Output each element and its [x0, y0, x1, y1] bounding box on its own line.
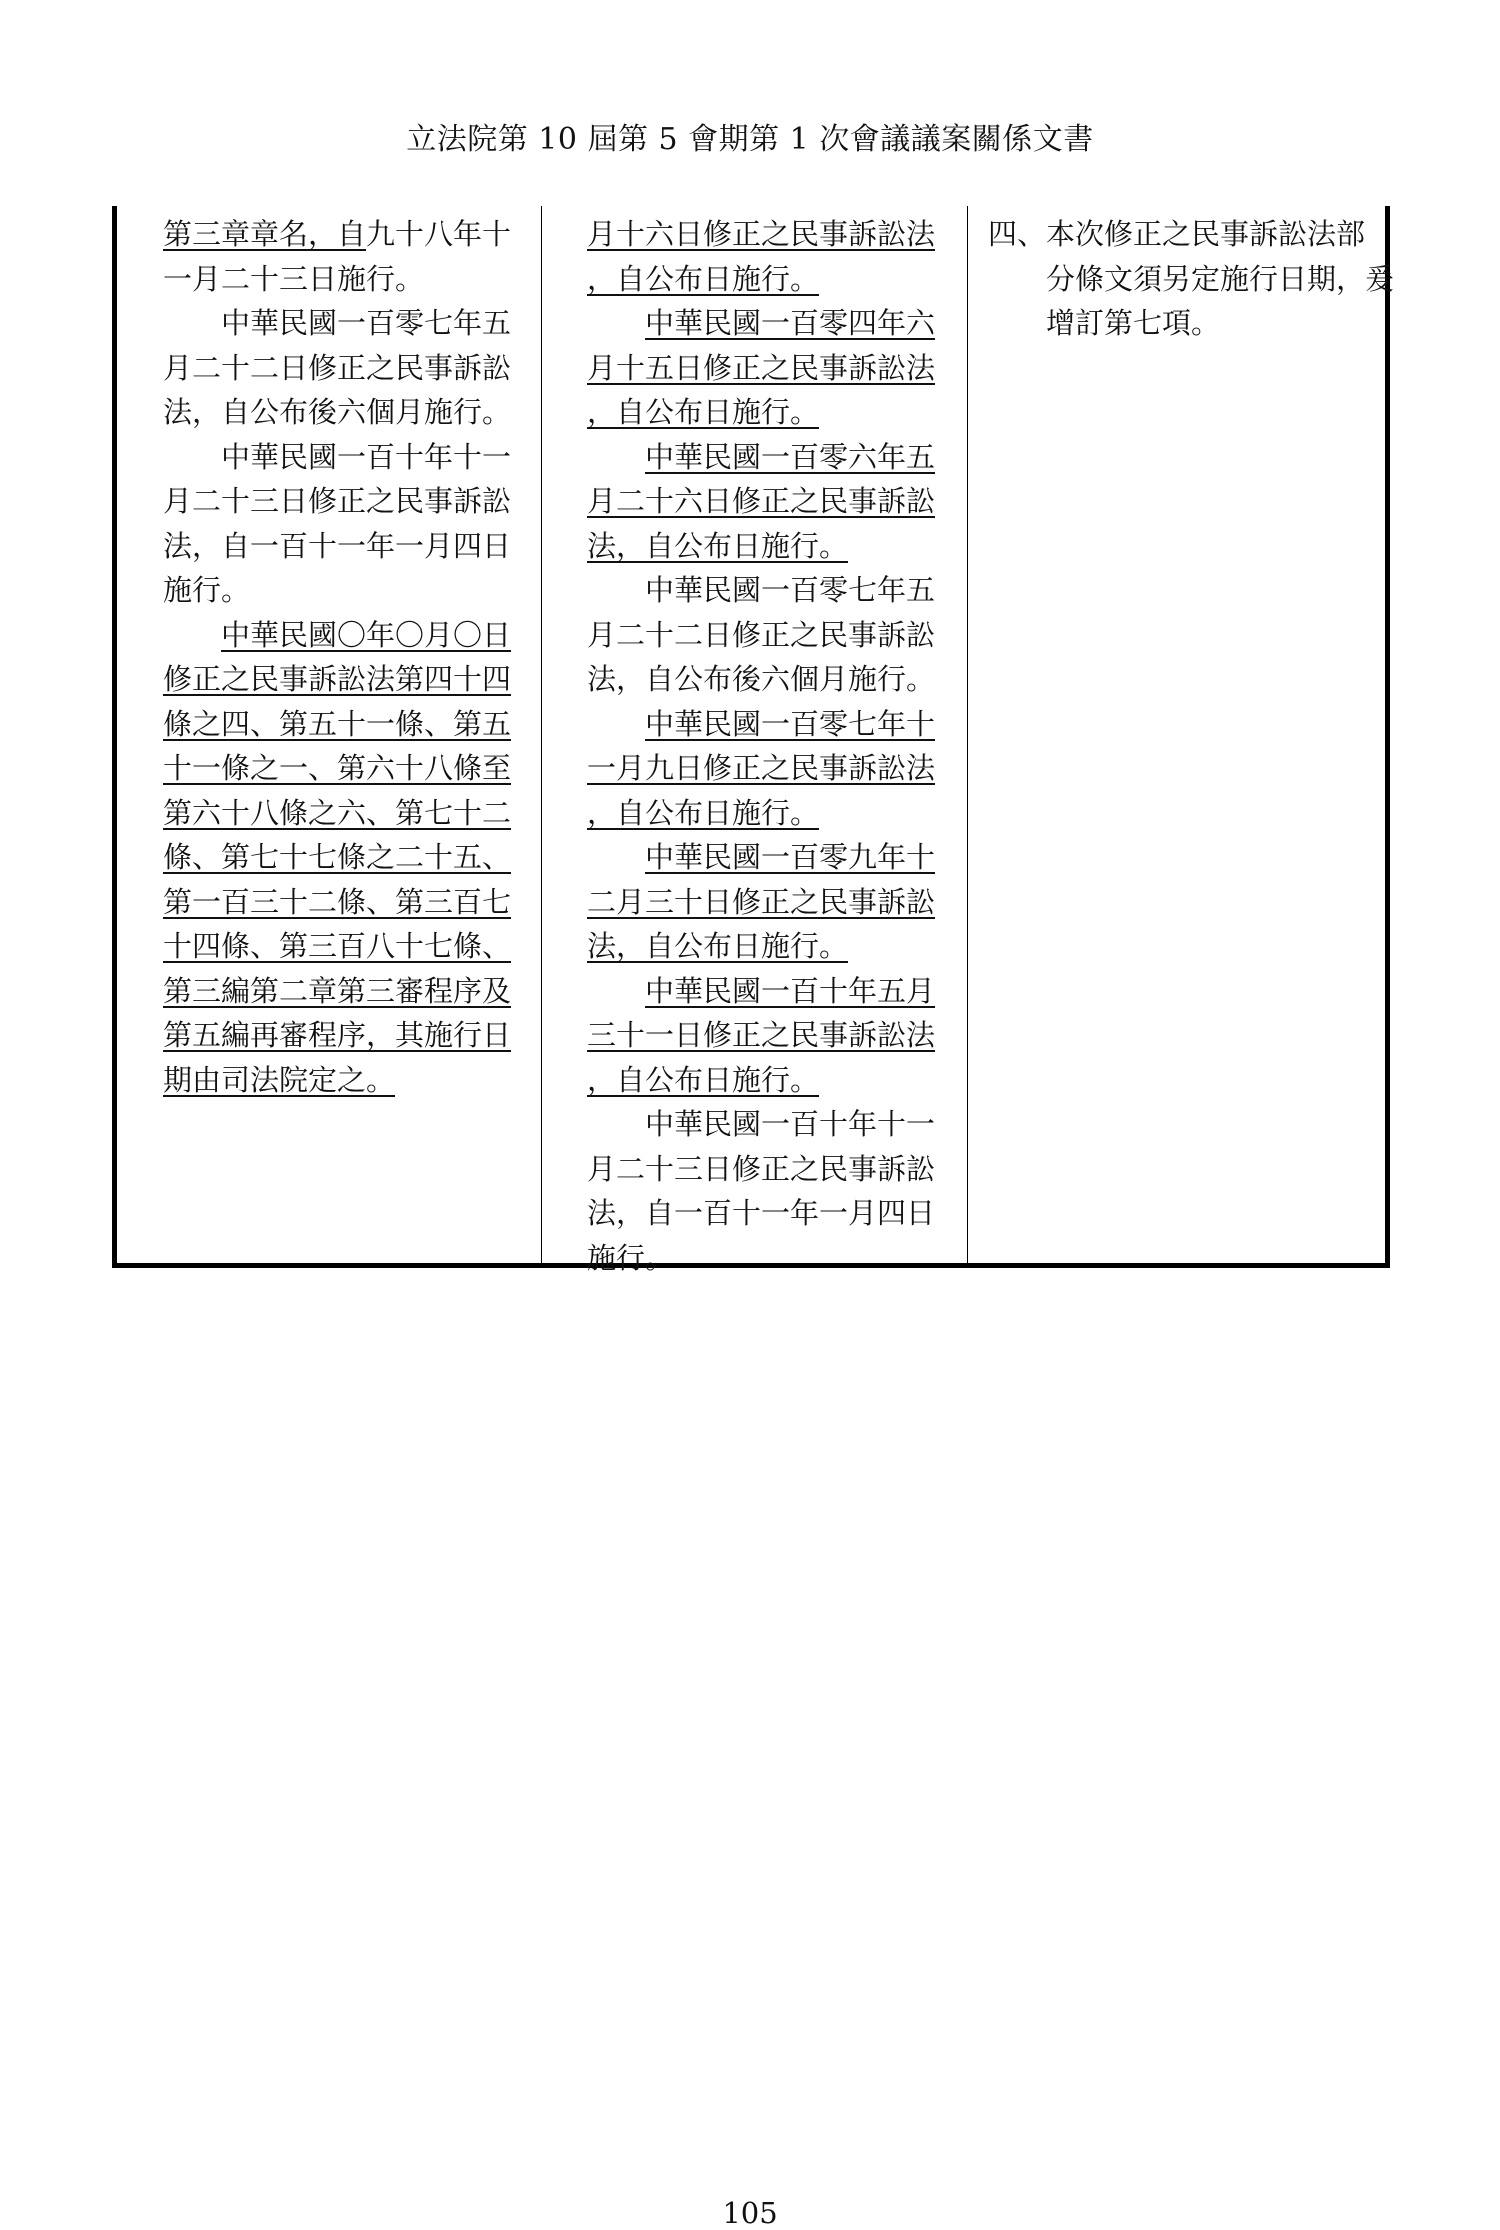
- text-line: [988, 212, 1394, 257]
- amended-text-segment: 第五編再審程序，其施行日: [163, 1018, 512, 1052]
- amended-text-segment: ，自公布日施行。: [587, 261, 820, 296]
- text-segment: 中華民國一百零七年五: [163, 306, 512, 340]
- explanation-column: [968, 206, 1395, 1263]
- text-line: [163, 1013, 511, 1058]
- text-segment: 一月二十三日施行。: [163, 261, 425, 296]
- amended-text-segment: 中華民國〇年〇月〇日: [221, 617, 512, 652]
- column-text: [988, 212, 1394, 346]
- amended-text-segment: 第一百三十二條、第三百七: [163, 884, 512, 919]
- amended-text-segment: 條之四、第五十一條、第五: [163, 706, 512, 741]
- text-line: [587, 1013, 935, 1058]
- column-text: [163, 212, 511, 1102]
- text-line: [587, 791, 935, 836]
- amended-text-segment: 二月三十日修正之民事訴訟: [587, 884, 936, 919]
- text-line: [587, 346, 935, 391]
- text-segment: 月二十三日修正之民事訴訟: [163, 484, 512, 518]
- text-line: [587, 746, 935, 791]
- amended-text-segment: 第三編第二章第三審程序及: [163, 973, 512, 1008]
- text-segment: 四、本次修正之民事訴訟法部: [988, 217, 1366, 251]
- text-line: [587, 1236, 935, 1281]
- text-line: [587, 1191, 935, 1236]
- text-segment: [587, 306, 645, 340]
- text-segment: [587, 440, 645, 474]
- text-line: [163, 791, 511, 836]
- amended-text-segment: 中華民國一百十年五月: [645, 973, 936, 1008]
- amended-text-segment: 法，自公布日施行。: [587, 528, 849, 563]
- text-line: [163, 257, 511, 302]
- text-segment: 中華民國一百十年十一: [163, 439, 512, 474]
- text-line: [587, 613, 935, 658]
- text-line: [587, 880, 935, 925]
- page-number: 105: [722, 2196, 778, 2230]
- amended-text-segment: 第六十八條之六、第七十二: [163, 795, 512, 830]
- text-segment: 施行。: [587, 1240, 675, 1275]
- text-line: [988, 257, 1394, 302]
- text-line: [163, 212, 511, 257]
- text-segment: [163, 618, 221, 652]
- amended-text-segment: 條、第七十七條之二十五、: [163, 840, 512, 874]
- text-line: [163, 969, 511, 1014]
- text-line: [587, 657, 935, 702]
- text-line: [587, 301, 935, 346]
- text-line: [163, 524, 511, 569]
- text-line: [587, 257, 935, 302]
- amended-text-segment: 三十一日修正之民事訴訟法: [587, 1018, 936, 1052]
- column-text: [587, 212, 935, 1280]
- text-line: [587, 568, 935, 613]
- text-segment: 分條文須另定施行日期，爰: [988, 261, 1395, 296]
- text-line: [163, 346, 511, 391]
- text-line: [587, 524, 935, 569]
- text-line: [163, 568, 511, 613]
- text-segment: 法，自公布後六個月施行。: [587, 662, 936, 696]
- text-segment: 法，自公布後六個月施行。: [163, 395, 512, 429]
- text-segment: 月二十二日修正之民事訴訟: [163, 350, 512, 385]
- text-line: [163, 1058, 511, 1103]
- text-line: [163, 613, 511, 658]
- text-line: [587, 969, 935, 1014]
- text-line: [163, 880, 511, 925]
- text-line: [163, 702, 511, 747]
- text-line: [163, 301, 511, 346]
- text-segment: 九十八年十: [366, 217, 512, 251]
- text-segment: 施行。: [163, 573, 251, 607]
- amended-text-segment: 法，自公布日施行。: [587, 929, 849, 963]
- text-line: [587, 702, 935, 747]
- text-line: [163, 924, 511, 969]
- amended-text-segment: 月十五日修正之民事訴訟法: [587, 350, 936, 385]
- amended-text-segment: ，自公布日施行。: [587, 795, 820, 830]
- amended-text-segment: 中華民國一百零九年十: [645, 840, 936, 874]
- text-segment: 法，自一百十一年一月四日: [163, 528, 512, 563]
- text-line: [587, 1058, 935, 1103]
- text-segment: 中華民國一百零七年五: [587, 573, 936, 607]
- text-segment: 法，自一百十一年一月四日: [587, 1196, 936, 1230]
- text-line: [163, 835, 511, 880]
- text-line: [587, 435, 935, 480]
- text-segment: [587, 707, 645, 741]
- amended-text-segment: 十四條、第三百八十七條、: [163, 929, 512, 963]
- text-line: [163, 746, 511, 791]
- text-segment: [587, 974, 645, 1008]
- amended-text-segment: 修正之民事訴訟法第四十四: [163, 662, 512, 696]
- text-line: [587, 390, 935, 435]
- text-line: [587, 1147, 935, 1192]
- text-line: [587, 835, 935, 880]
- text-segment: 月二十二日修正之民事訴訟: [587, 617, 936, 652]
- amendment-comparison-table: [112, 206, 1395, 1275]
- text-segment: [587, 840, 645, 874]
- text-line: [163, 479, 511, 524]
- text-line: [163, 435, 511, 480]
- text-line: [163, 657, 511, 702]
- text-segment: 中華民國一百十年十一: [587, 1107, 936, 1141]
- text-line: [587, 479, 935, 524]
- text-line: [163, 390, 511, 435]
- amended-text-segment: 中華民國一百零七年十: [645, 706, 936, 741]
- text-segment: 月二十三日修正之民事訴訟: [587, 1151, 936, 1186]
- amended-text-segment: ，自公布日施行。: [587, 1062, 820, 1097]
- amended-text-segment: 第三章章名，自: [163, 217, 367, 251]
- amended-text-segment: 中華民國一百零四年六: [645, 306, 936, 340]
- page-header: 立法院第 10 屆第 5 會期第 1 次會議議案關係文書: [406, 122, 1094, 157]
- amended-text-segment: 月十六日修正之民事訴訟法: [587, 217, 936, 251]
- text-line: [587, 212, 935, 257]
- amended-text-segment: 期由司法院定之。: [163, 1062, 396, 1097]
- text-segment: 增訂第七項。: [988, 306, 1221, 340]
- amended-text-segment: 十一條之一、第六十八條至: [163, 751, 512, 785]
- text-line: [587, 1102, 935, 1147]
- amended-text-column: [117, 206, 542, 1263]
- text-line: [587, 924, 935, 969]
- amended-text-segment: 月二十六日修正之民事訴訟: [587, 484, 936, 518]
- amended-text-segment: 中華民國一百零六年五: [645, 439, 936, 474]
- amended-text-segment: 一月九日修正之民事訴訟法: [587, 751, 936, 785]
- text-line: [988, 301, 1394, 346]
- amended-text-segment: ，自公布日施行。: [587, 395, 820, 429]
- current-text-column: [542, 206, 968, 1275]
